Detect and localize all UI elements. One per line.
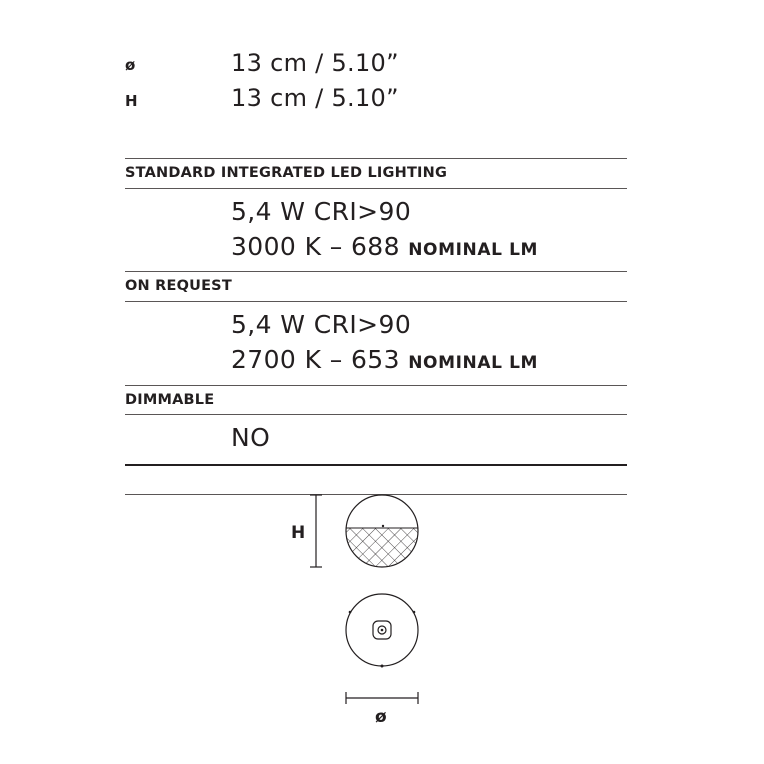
top-view-icon: [346, 594, 418, 668]
standard-lighting-heading: STANDARD INTEGRATED LED LIGHTING: [125, 165, 448, 181]
on-request-lumen-unit: NOMINAL LM: [408, 353, 539, 373]
diameter-dimension: [346, 692, 418, 727]
standard-lumen-unit: NOMINAL LM: [408, 240, 539, 260]
height-value: 13 cm / 5.10”: [231, 84, 399, 112]
drawing-height-label: H: [291, 523, 306, 543]
height-dimension: [291, 495, 322, 567]
on-request-power-cri: 5,4 W CRI>90: [231, 310, 412, 339]
diameter-label: ø: [125, 56, 136, 74]
side-view-icon: [340, 495, 430, 573]
drawing-diameter-label: ø: [375, 707, 387, 727]
dimmable-heading: DIMMABLE: [125, 392, 215, 408]
standard-temp-lumen-value: 3000 K – 688: [231, 232, 400, 261]
height-label: H: [125, 92, 138, 110]
standard-power-cri: 5,4 W CRI>90: [231, 197, 412, 226]
on-request-heading: ON REQUEST: [125, 278, 232, 294]
diameter-value: 13 cm / 5.10”: [231, 49, 399, 77]
dimmable-value: NO: [231, 423, 271, 452]
on-request-temp-lumen-value: 2700 K – 653: [231, 345, 400, 374]
